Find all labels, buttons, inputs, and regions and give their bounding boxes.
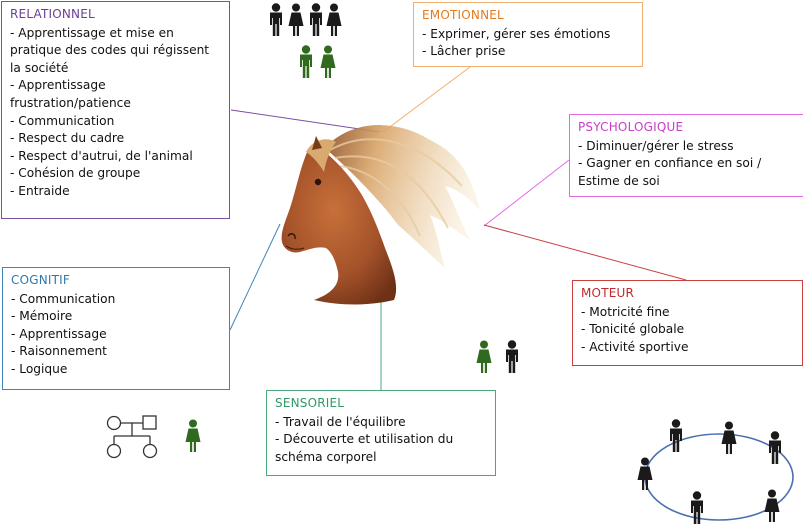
emotionnel-item: - Lâcher prise [422,44,506,59]
cognitif-box [2,267,230,390]
moteur-item: - Motricité fine [581,304,670,319]
cognitif-item: - Mémoire [11,309,73,324]
cognitif-item: - Raisonnement [11,344,107,359]
moteur-box [572,280,803,366]
moteur-title: MOTEUR [581,286,635,300]
sensoriel-item: - Travail de l'équilibre [275,414,406,429]
sensoriel-box [266,390,496,476]
cognitif-item: - Communication [11,291,116,306]
relationnel-item: - Apprentissage et mise en pratique des codes qui régissent la société [10,25,210,75]
psychologique-item: - Gagner en confiance en soi / Estime de soi [578,156,762,188]
connector-cognitif [230,224,280,330]
relationnel-item: - Cohésion de groupe [10,166,141,181]
relationnel-item: - Entraide [10,183,70,198]
cognitif-item: - Apprentissage [11,326,107,341]
relationnel-box [1,1,230,219]
relationnel-item: - Respect du cadre [10,131,125,146]
horse-head-illustration [282,125,480,304]
man-woman-icon [477,340,519,373]
emotionnel-box [413,2,643,67]
psychologique-box [569,114,803,197]
family-group-icon [270,3,342,36]
connector-moteur [484,225,686,280]
moteur-item: - Activité sportive [581,339,689,354]
relationnel-item: - Communication [10,113,115,128]
moteur-item: - Tonicité globale [581,322,685,337]
sensoriel-title: SENSORIEL [275,396,345,410]
cognitif-item: - Logique [11,361,68,376]
genogram-icon [108,416,157,458]
sensoriel-item: - Découverte et utilisation du schéma corporel [275,432,454,464]
psychologique-item: - Diminuer/gérer le stress [578,138,734,153]
connector-emotionnel [383,67,470,132]
relationnel-item: - Apprentissage frustration/patience [10,78,131,110]
woman-icon [186,420,201,453]
emotionnel-item: - Exprimer, gérer ses émotions [422,26,611,41]
emotionnel-title: EMOTIONNEL [422,8,504,22]
psychologique-title: PSYCHOLOGIQUE [578,120,684,134]
group-circle-icon [638,419,794,524]
relationnel-item: - Respect d'autrui, de l'animal [10,148,193,163]
cognitif-title: COGNITIF [11,273,71,287]
couple-icon [300,45,336,78]
relationnel-title: RELATIONNEL [10,7,95,21]
horse-eye [315,179,321,185]
connector-psychologique [484,160,569,226]
